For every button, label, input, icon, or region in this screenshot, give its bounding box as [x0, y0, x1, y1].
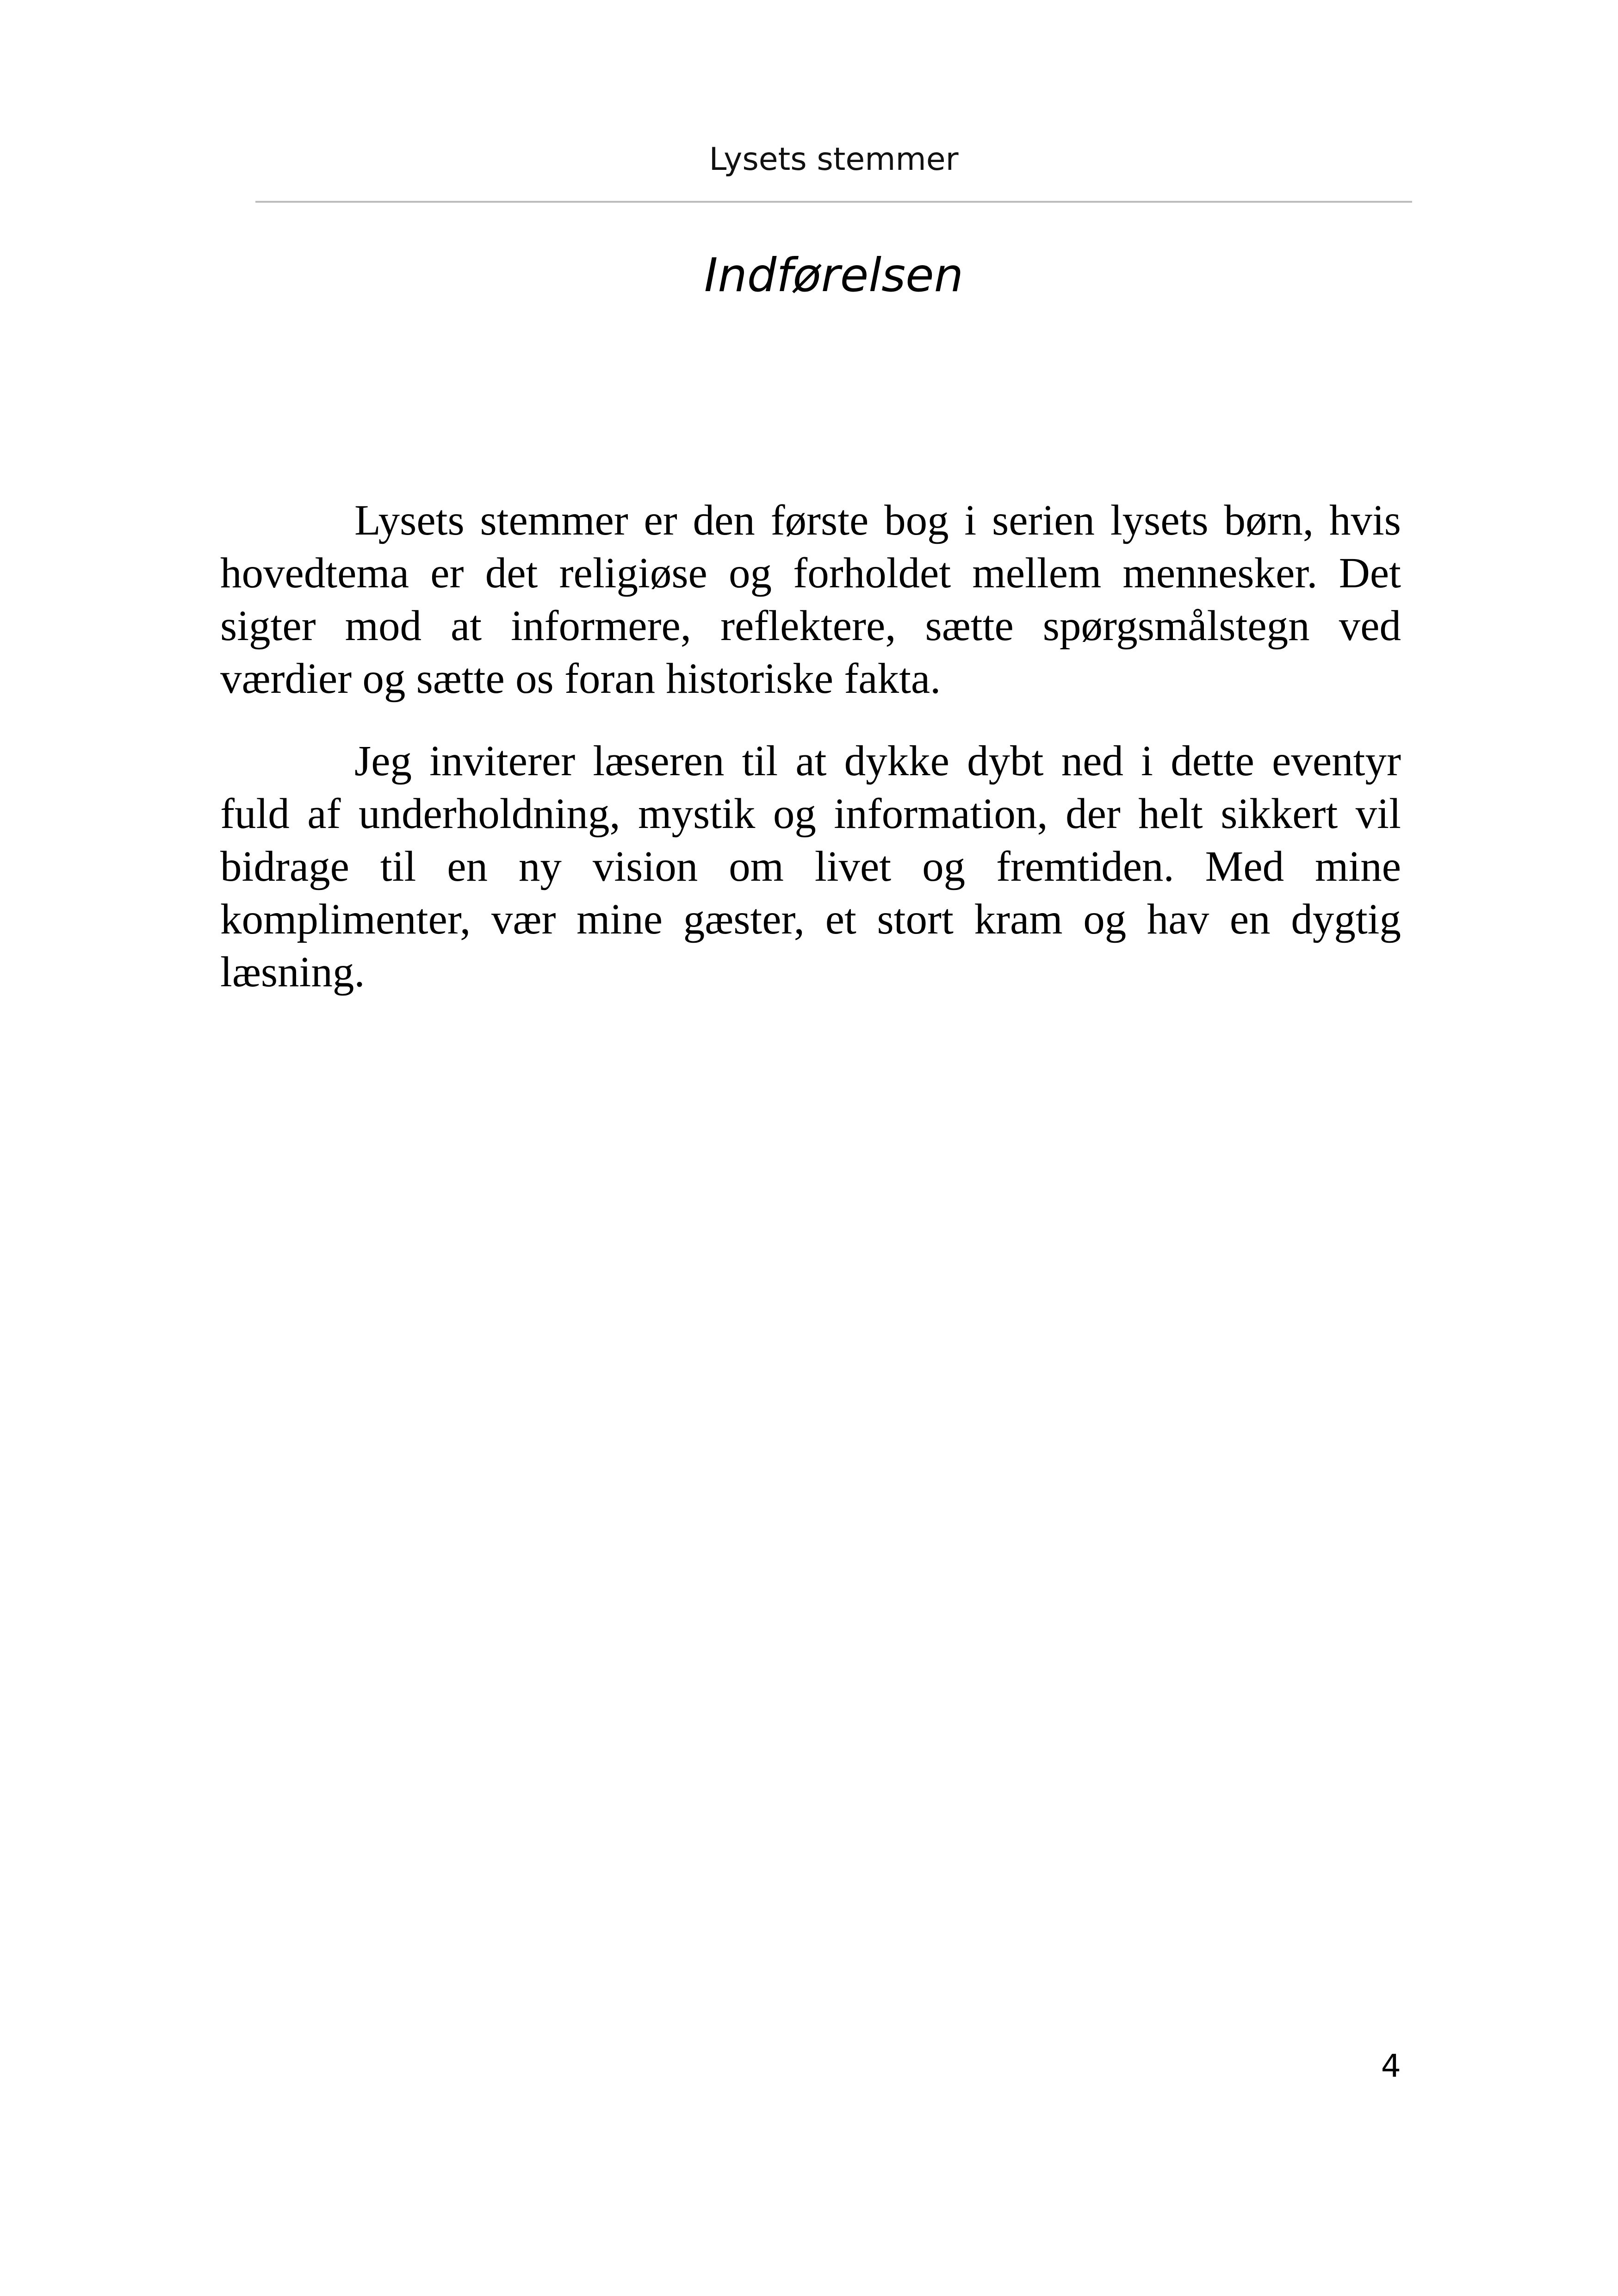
running-header: Lysets stemmer — [709, 141, 959, 178]
chapter-title: Indførelsen — [704, 248, 964, 302]
body-text — [220, 494, 1401, 1028]
page-number: 4 — [1381, 2048, 1401, 2084]
paragraph: Lysets stemmer er den første bog i serien lysets børn, hvis hovedtema er det religiøse og forholdet mellem mennesker. Det sigter mod at informere, reflektere, sætte spørgsmålstegn ved værdier og sætte os foran historiske fakta. — [220, 497, 1401, 703]
header-divider — [255, 201, 1412, 203]
paragraph: Jeg inviterer læseren til at dykke dybt ned i dette eventyr fuld af underholdning, mystik og information, der helt sikkert vil bidrage til en ny vision om livet og fremtiden. Med mine komplimenter, vær mine gæster, et stort kram og hav en dygtig læsning. — [220, 737, 1401, 996]
